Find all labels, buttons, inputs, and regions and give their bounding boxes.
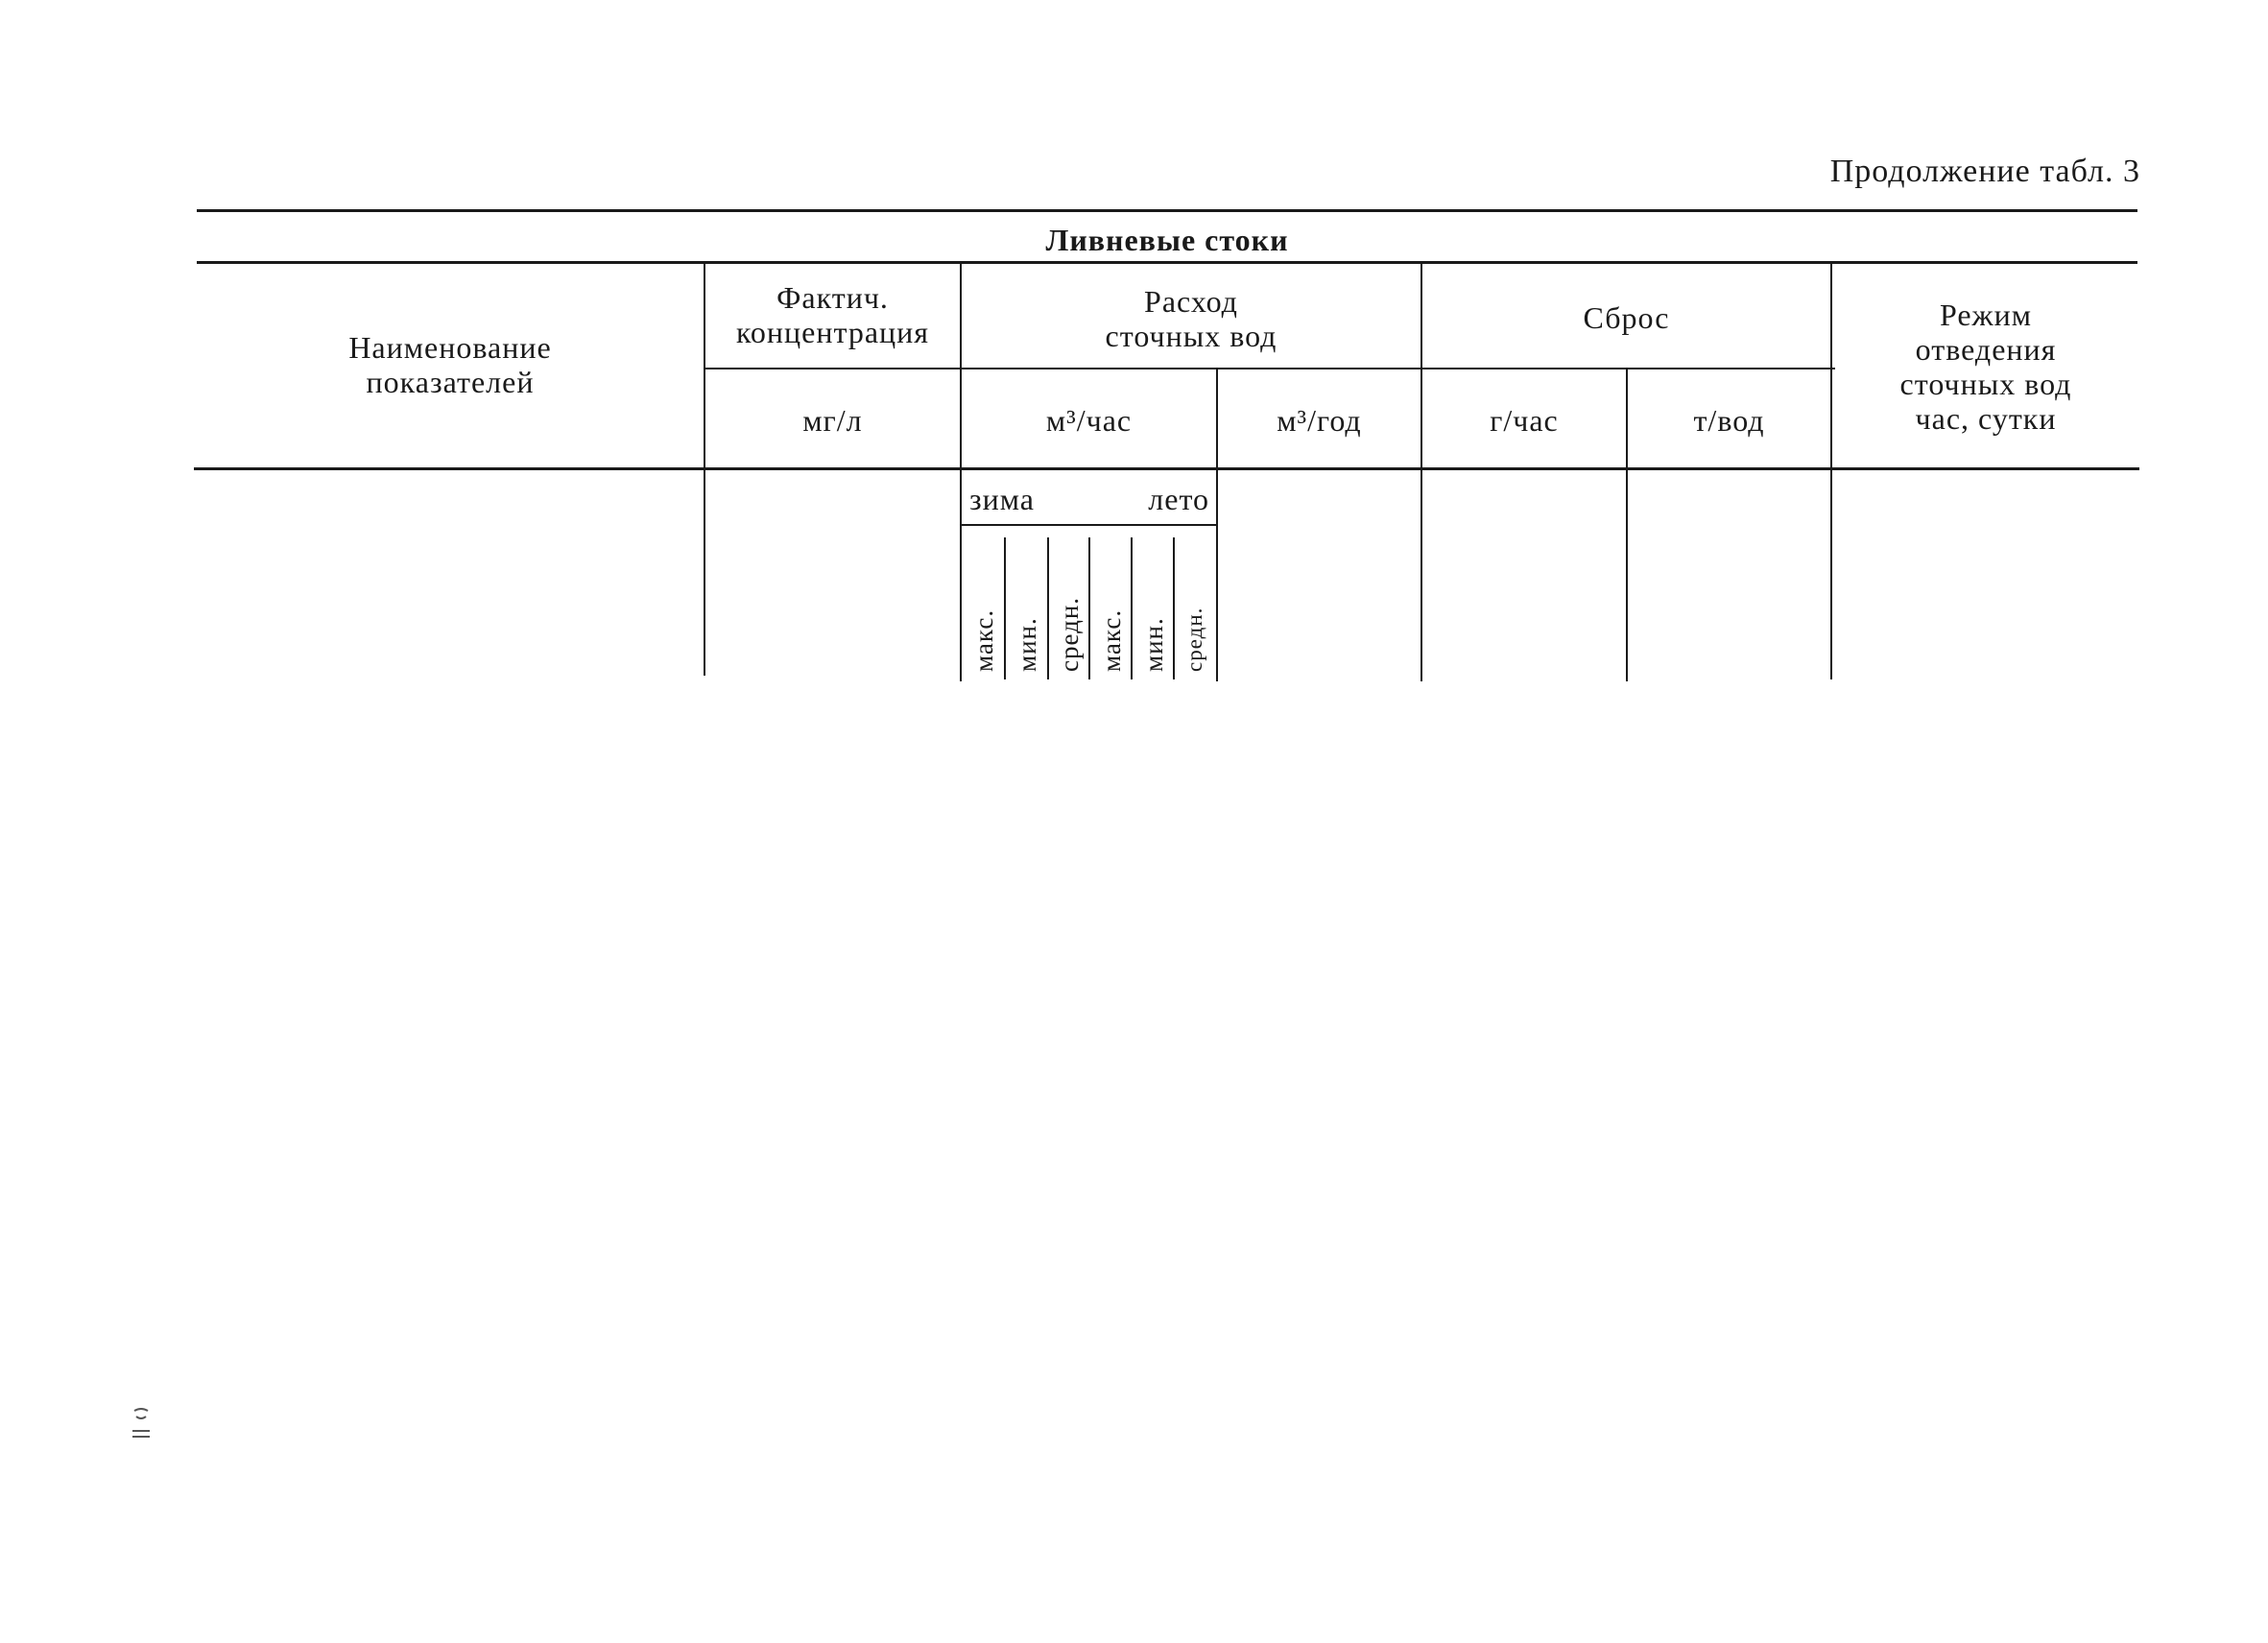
indicator-name-header: Наименование показателей xyxy=(348,330,552,399)
season-winter-label: зима xyxy=(969,482,1035,516)
discharge-hour-unit: г/час xyxy=(1490,403,1559,438)
flow-hour-unit: м³/час xyxy=(1045,403,1133,438)
season-rule xyxy=(960,524,1217,526)
section-title-rule xyxy=(197,261,2137,264)
discharge-header: Сброс xyxy=(1583,300,1670,335)
table-continuation-caption: Продолжение табл. 3 xyxy=(1829,154,2140,189)
page-number-mark xyxy=(131,1407,152,1440)
regime-header: Режим отведения сточных вод час, сутки xyxy=(1899,298,2072,436)
concentration-unit: мг/л xyxy=(802,403,863,438)
stat-divider xyxy=(1047,537,1049,679)
concentration-header: Фактич. концентрация xyxy=(735,280,930,349)
stat-divider xyxy=(1131,537,1133,679)
discharge-year-unit: т/вод xyxy=(1693,403,1765,438)
unit-row-rule xyxy=(705,368,1835,369)
stat-divider xyxy=(1004,537,1006,679)
header-bottom-rule xyxy=(194,467,2139,470)
season-summer-label: лето xyxy=(1148,482,1209,516)
table-top-rule xyxy=(197,209,2137,212)
flow-header: Расход сточных вод xyxy=(1105,284,1277,353)
section-title: Ливневые стоки xyxy=(1045,223,1289,257)
flow-year-unit: м³/год xyxy=(1277,403,1362,438)
stat-divider xyxy=(1088,537,1090,679)
stat-divider xyxy=(1173,537,1175,679)
